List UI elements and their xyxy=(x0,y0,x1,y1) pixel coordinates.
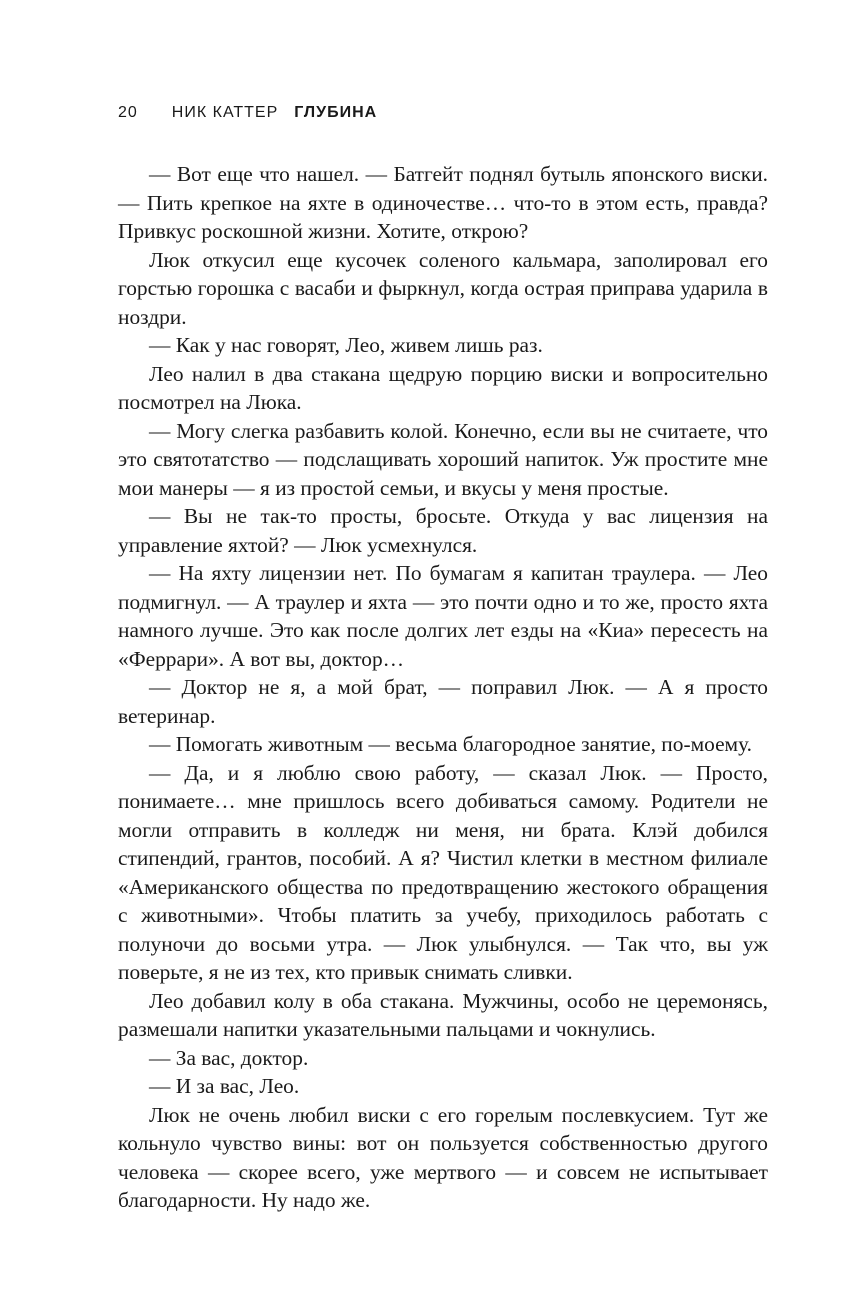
page-number: 20 xyxy=(118,104,138,121)
paragraph: Лео налил в два стакана щедрую порцию виски и вопросительно посмотрел на Люка. xyxy=(118,361,768,414)
paragraph: — Помогать животным — весьма благородное занятие, по-моему. xyxy=(149,732,752,756)
body-text xyxy=(118,160,768,1215)
paragraph: — Доктор не я, а мой брат, — поправил Люк. — А я просто ветеринар. xyxy=(118,675,768,728)
running-head xyxy=(118,104,377,122)
paragraph: — Вы не так-то просты, бросьте. Откуда у вас лицензия на управление яхтой? — Люк усмехнулся. xyxy=(118,504,768,557)
paragraph: — И за вас, Лео. xyxy=(149,1074,300,1098)
paragraph: — Как у нас говорят, Лео, живем лишь раз. xyxy=(149,333,543,357)
paragraph: Люк откусил еще кусочек соленого кальмара, заполировал его горстью горошка с васаби и фыркнул, когда острая приправа ударила в ноздри. xyxy=(118,247,768,329)
paragraph: — За вас, доктор. xyxy=(149,1045,309,1070)
author-name: НИК КАТТЕР xyxy=(171,104,279,121)
book-title: ГЛУБИНА xyxy=(294,104,378,121)
paragraph: — Да, и я люблю свою работу, — сказал Люк. — Просто, понимаете… мне пришлось всего добиваться самому. Родители не могли отправить в колледж ни меня, ни брата. Клэй добился стипендий, грантов, пособий. А я? Чистил клетки в местном филиале «Американского общества по предотвращению жестокого обращения с животными». Чтобы платить за учебу, приходилось работать с полуночи до восьми утра. — Люк улыбнулся. — Так что, вы уж поверьте, я не из тех, кто привык снимать сливки. xyxy=(118,760,768,984)
paragraph: — На яхту лицензии нет. По бумагам я капитан траулера. — Лео подмигнул. — А траулер и яхта — это почти одно и то же, просто яхта намного лучше. Это как после долгих лет езды на «Киа» пересесть на «Феррари». А вот вы, доктор… xyxy=(118,561,768,671)
paragraph: Люк не очень любил виски с его горелым послевкусием. Тут же кольнуло чувство вины: вот он пользуется собственностью другого человека — скорее всего, уже мертвого — и совсем не испытывает благодарности. Ну надо же. xyxy=(118,1102,768,1212)
paragraph: — Вот еще что нашел. — Батгейт поднял бутыль японского виски. — Пить крепкое на яхте в одиночестве… что-то в этом есть, правда? Привкус роскошной жизни. Хотите, открою? xyxy=(118,162,768,243)
paragraph: — Могу слегка разбавить колой. Конечно, если вы не считаете, что это святотатство — подслащивать хороший напиток. Уж простите мне мои манеры — я из простой семьи, и вкусы у меня простые. xyxy=(118,418,768,500)
paragraph: Лео добавил колу в оба стакана. Мужчины, особо не церемонясь, размешали напитки указательными пальцами и чокнулись. xyxy=(118,988,768,1041)
